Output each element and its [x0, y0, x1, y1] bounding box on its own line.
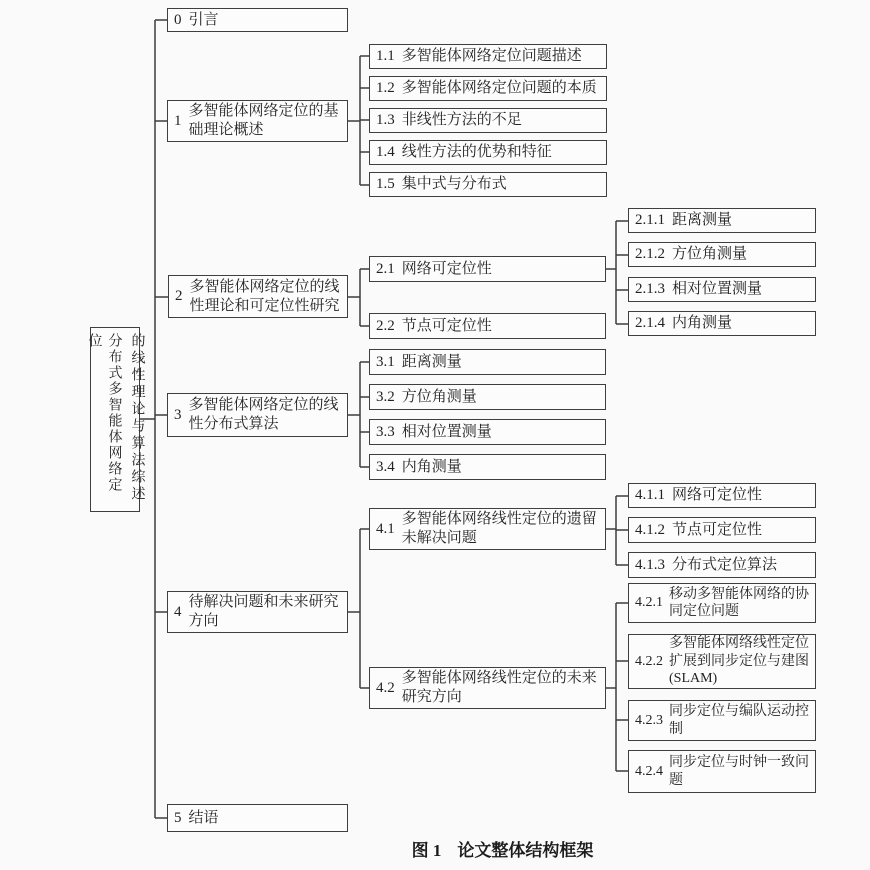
node-4-1: [369, 508, 606, 550]
node-label: 线性方法的优势和特征: [401, 144, 552, 160]
node-label: 同步定位与时钟一致问题: [669, 755, 809, 788]
connector-4-1-children: [606, 496, 628, 565]
root-title-box: [86, 327, 145, 512]
node-label: 距离测量: [401, 353, 462, 370]
node-4-2-4: [628, 750, 816, 793]
node-1-3: [369, 108, 607, 133]
figure-caption: [330, 836, 675, 861]
node-number: 3.4: [376, 458, 395, 475]
node-4-2-1: [628, 583, 816, 623]
node-label: 相对位置测量: [401, 423, 492, 440]
node-number: 1.5: [376, 176, 395, 192]
node-3: [167, 393, 348, 437]
node-number: 1: [174, 112, 182, 129]
node-number: 4.1: [376, 520, 395, 537]
node-number: 2.1.2: [635, 246, 665, 262]
node-number: 3.1: [376, 353, 395, 370]
node-label: 多智能体网络定位问题描述: [401, 48, 582, 64]
node-label: 内角测量: [401, 458, 462, 475]
node-label: 多智能体网络定位的基础理论概述: [188, 103, 339, 138]
node-number: 2.1.4: [635, 315, 665, 331]
node-2-1: [369, 256, 606, 282]
node-label: 同步定位与编队运动控制: [669, 704, 809, 737]
figure-caption-number: 图 1: [411, 841, 442, 860]
node-number: 3.2: [376, 388, 395, 405]
node-2-2: [369, 313, 606, 339]
node-4-2-3: [628, 700, 816, 741]
node-4-1-2: [628, 517, 816, 543]
node-number: 2.1.1: [635, 212, 665, 228]
node-label: 分布式定位算法: [672, 556, 778, 573]
node-number: 3: [174, 406, 182, 423]
node-number: 2: [175, 288, 183, 304]
node-label: 节点可定位性: [401, 317, 492, 334]
connector-section2: [348, 269, 369, 326]
node-3-2: [369, 384, 606, 410]
node-2-1-3: [628, 277, 816, 302]
node-label: 网络可定位性: [401, 260, 492, 277]
connector-section4: [348, 529, 369, 688]
node-3-3: [369, 419, 606, 445]
node-label: 节点可定位性: [672, 521, 763, 538]
node-label: 多智能体网络定位问题的本质: [401, 80, 597, 96]
node-label: 待解决问题和未来研究方向: [188, 594, 339, 629]
node-number: 1.4: [376, 144, 395, 160]
node-label: 网络可定位性: [672, 487, 763, 503]
node-2-1-2: [628, 242, 816, 267]
node-number: 4.2: [376, 679, 395, 696]
connector-section3: [348, 362, 369, 467]
node-label: 方位角测量: [672, 246, 748, 262]
root-title-column-1: 分布式多智能体网络定位: [86, 333, 122, 493]
node-label: 引言: [188, 11, 219, 28]
node-2-1-4: [628, 311, 816, 336]
node-1-5: [369, 172, 607, 197]
node-number: 4.2.4: [635, 763, 663, 779]
node-2-1-1: [628, 208, 816, 233]
node-number: 4.1.2: [635, 521, 665, 538]
node-number: 0: [174, 11, 182, 28]
node-2: [168, 275, 348, 318]
node-label: 移动多智能体网络的协同定位问题: [669, 586, 809, 619]
node-4-2: [369, 667, 606, 709]
node-1-2: [369, 76, 607, 101]
node-number: 3.3: [376, 423, 395, 440]
node-label: 多智能体网络定位的线性分布式算法: [188, 397, 339, 432]
connector-section1: [348, 56, 369, 185]
connector-4-2-children: [606, 603, 628, 771]
node-number: 4.1.1: [635, 487, 665, 503]
node-4-1-1: [628, 483, 816, 508]
node-number: 1.2: [376, 80, 395, 96]
node-number: 1.1: [376, 48, 395, 64]
node-label: 结语: [188, 809, 219, 826]
node-1: [167, 100, 348, 142]
figure-caption-title: 论文整体结构框架: [457, 841, 594, 860]
node-label: 非线性方法的不足: [401, 112, 522, 128]
node-number: 5: [174, 809, 182, 826]
node-label: 集中式与分布式: [401, 176, 507, 192]
connector-2-1-children: [606, 221, 628, 324]
node-0: [167, 8, 348, 32]
node-4-1-3: [628, 552, 816, 578]
node-3-1: [369, 349, 606, 375]
node-number: 4: [174, 603, 182, 620]
node-number: 1.3: [376, 112, 395, 128]
node-4: [167, 591, 348, 633]
root-title-column-2: 的线性理论与算法综述: [129, 333, 145, 503]
node-4-2-2: [628, 634, 816, 689]
node-number: 4.1.3: [635, 556, 665, 573]
node-label: 距离测量: [672, 212, 733, 228]
node-label: 多智能体网络线性定位的未来研究方向: [401, 670, 597, 705]
node-label: 多智能体网络线性定位扩展到同步定位与建图(SLAM): [669, 636, 809, 687]
node-label: 相对位置测量: [672, 281, 763, 297]
node-label: 内角测量: [672, 315, 733, 331]
node-1-4: [369, 140, 607, 165]
node-1-1: [369, 44, 607, 69]
node-label: 多智能体网络线性定位的遗留未解决问题: [401, 511, 597, 546]
node-number: 2.1: [376, 260, 395, 277]
node-label: 方位角测量: [401, 388, 477, 405]
node-number: 4.2.3: [635, 712, 663, 728]
node-number: 4.2.1: [635, 595, 663, 611]
node-number: 2.2: [376, 317, 395, 334]
node-3-4: [369, 454, 606, 480]
node-label: 多智能体网络定位的线性理论和可定位性研究: [189, 278, 340, 314]
node-number: 2.1.3: [635, 281, 665, 297]
node-number: 4.2.2: [635, 653, 663, 669]
node-5: [167, 804, 348, 832]
